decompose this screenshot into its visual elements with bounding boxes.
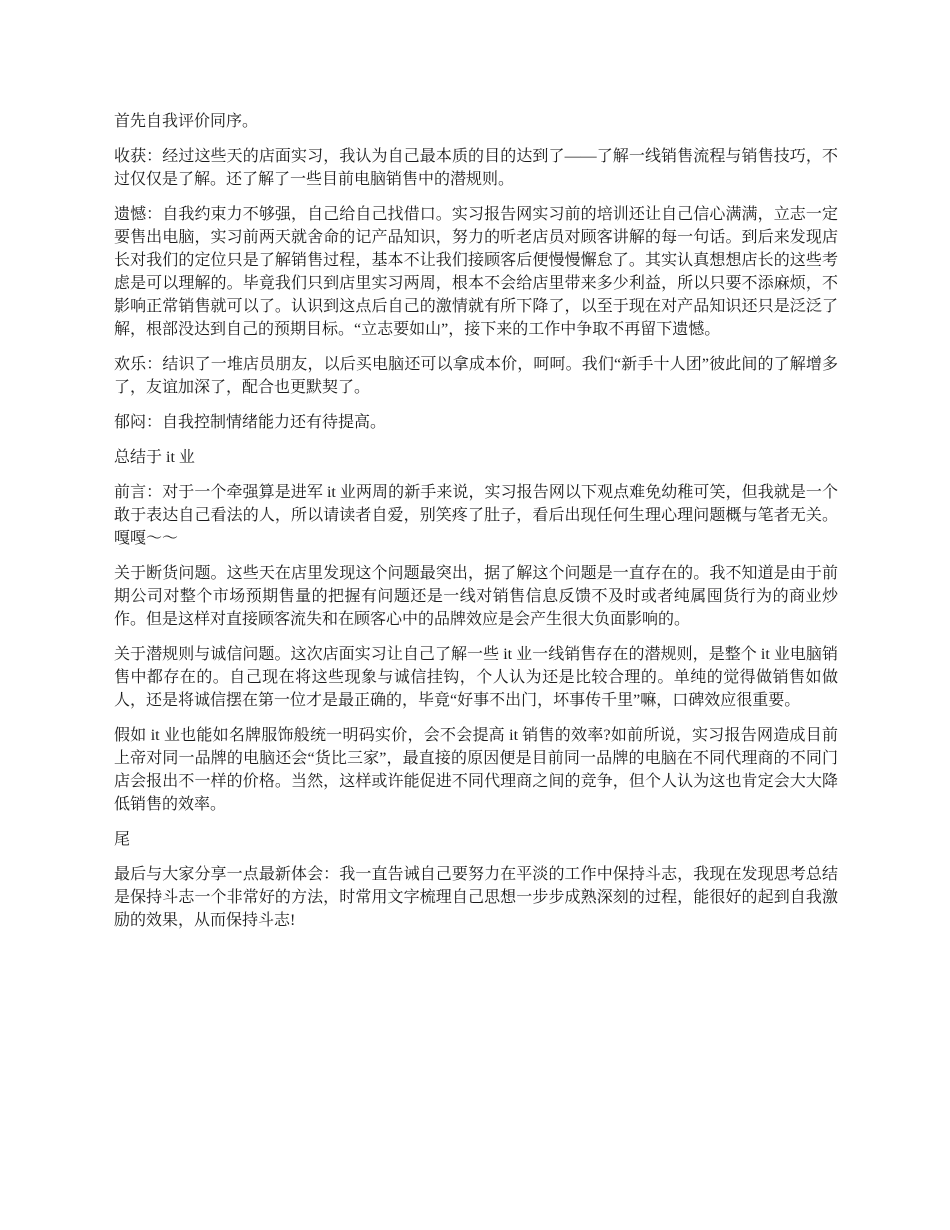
paragraph-stock-shortage: 关于断货问题。这些天在店里发现这个问题最突出，据了解这个问题是一直存在的。我不知道是由于前期公司对整个市场预期售量的把握有问题还是一线对销售信息反馈不及时或者纯属囤货行为的商业炒作。但是这样对直接顾客流失和在顾客心中的品牌效应是会产生很大负面影响的。 — [114, 565, 838, 628]
paragraph-joy: 欢乐：结识了一堆店员朋友，以后买电脑还可以拿成本价，呵呵。我们“新手十人团”彼此间的了解增多了，友谊加深了，配合也更默契了。 — [114, 356, 838, 396]
section-heading-ending: 尾 — [114, 831, 131, 848]
paragraph-hidden-rules: 关于潜规则与诚信问题。这次店面实习让自己了解一些 it 业一线销售存在的潜规则，是整个 it 业电脑销售中都存在的。自己现在将这些现象与诚信挂钩，个人认为还是比较合理的。单纯的觉得做销售如做人，还是将诚信摆在第一位才是最正确的，毕竟“好事不出门，坏事传千里”嘛，口碑效应很重要。 — [114, 646, 838, 709]
paragraph-self-evaluation: 首先自我评价同序。 — [114, 113, 259, 130]
paragraph-regrets: 遗憾：自我约束力不够强，自己给自己找借口。实习报告网实习前的培训还让自己信心满满，立志一定要售出电脑，实习前两天就舍命的记产品知识，努力的听老店员对顾客讲解的每一句话。到后来发现店长对我们的定位只是了解销售过程，基本不让我们接顾客后便慢慢懈怠了。其实认真想想店长的这些考虑是可以理解的。毕竟我们只到店里实习两周，根本不会给店里带来多少利益，所以只要不添麻烦，不影响正常销售就可以了。认识到这点后自己的激情就有所下降了，以至于现在对产品知识还只是泛泛了解，根部没达到自己的预期目标。“立志要如山”，接下来的工作中争取不再留下遗憾。 — [114, 206, 838, 338]
paragraph-closing: 最后与大家分享一点最新体会：我一直告诫自己要努力在平淡的工作中保持斗志，我现在发现思考总结是保持斗志一个非常好的方法，时常用文字梳理自己思想一步步成熟深刻的过程，能很好的起到自我激励的效果，从而保持斗志! — [114, 866, 838, 929]
paragraph-preface: 前言：对于一个牵强算是进军 it 业两周的新手来说，实习报告网以下观点难免幼稚可笑，但我就是一个敢于表达自己看法的人，所以请读者自爱，别笑疼了肚子，看后出现任何生理心理问题概与笔者无关。嘎嘎～～ — [114, 484, 838, 547]
document-body — [114, 110, 838, 944]
paragraph-gains: 收获：经过这些天的店面实习，我认为自己最本质的目的达到了——了解一线销售流程与销售技巧，不过仅仅是了解。还了解了一些目前电脑销售中的潜规则。 — [114, 148, 838, 188]
paragraph-frustration: 郁闷：自我控制情绪能力还有待提高。 — [114, 414, 387, 431]
section-heading-it-industry: 总结于 it 业 — [114, 449, 195, 466]
paragraph-fixed-pricing: 假如 it 业也能如名牌服饰般统一明码实价，会不会提高 it 销售的效率?如前所说，实习报告网造成目前上帝对同一品牌的电脑还会“货比三家”，最直接的原因便是目前同一品牌的电脑在不同代理商的不同门店会报出不一样的价格。当然，这样或许能促进不同代理商之间的竞争，但个人认为这也肯定会大大降低销售的效率。 — [114, 727, 838, 813]
